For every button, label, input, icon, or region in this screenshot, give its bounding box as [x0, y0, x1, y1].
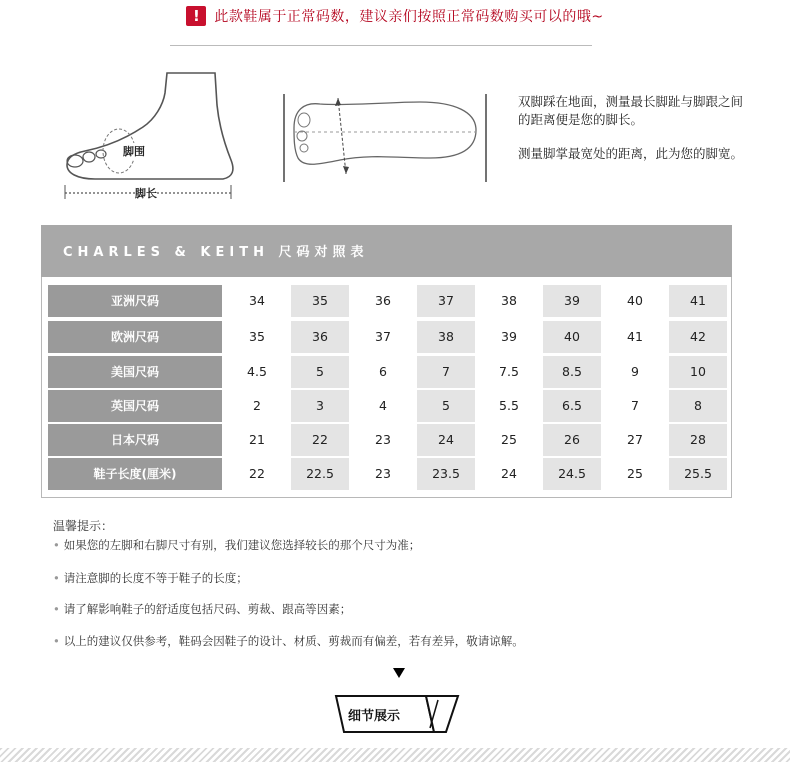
size-cell: 26	[543, 424, 601, 456]
size-cell: 6.5	[543, 390, 601, 422]
size-cell: 28	[669, 424, 727, 456]
foot-side-icon	[55, 65, 245, 205]
details-label: 细节展示	[348, 709, 401, 724]
size-cell: 4.5	[228, 356, 286, 388]
foot-side-diagram	[55, 65, 245, 205]
size-cell: 40	[543, 321, 601, 353]
tip-item: • 请了解影响鞋子的舒适度包括尺码、剪裁、跟高等因素；	[53, 602, 352, 616]
size-cell: 9	[606, 356, 664, 388]
size-cell: 5	[417, 390, 475, 422]
size-cell: 10	[669, 356, 727, 388]
notice-divider	[170, 45, 592, 46]
size-cell: 42	[669, 321, 727, 353]
size-cell: 22.5	[291, 458, 349, 490]
size-row	[48, 321, 728, 353]
exclamation-icon: !	[186, 6, 206, 26]
size-cell: 39	[543, 285, 601, 317]
size-cell: 34	[228, 285, 286, 317]
size-cell: 41	[669, 285, 727, 317]
size-cell: 22	[228, 458, 286, 490]
size-cell: 27	[606, 424, 664, 456]
size-cell: 8	[669, 390, 727, 422]
size-cell: 37	[354, 321, 412, 353]
size-row	[48, 390, 728, 422]
size-cell: 5	[291, 356, 349, 388]
length-instruction: 双脚踩在地面，测量最长脚趾与脚跟之间的距离便是您的脚长。	[518, 94, 744, 127]
size-cell: 36	[354, 285, 412, 317]
foot-top-diagram	[280, 88, 490, 188]
size-cell: 6	[354, 356, 412, 388]
notice-text: 此款鞋属于正常码数，建议亲们按照正常码数购买可以的哦~	[214, 9, 604, 25]
tip-item: • 以上的建议仅供参考，鞋码会因鞋子的设计、材质、剪裁而有偏差，若有差异，敬请谅解。	[53, 634, 524, 648]
down-arrow-icon	[393, 668, 405, 678]
tips-title: 温馨提示：	[53, 519, 114, 533]
size-row	[48, 285, 728, 317]
size-chart-table	[41, 277, 732, 498]
size-row-label: 英国尺码	[48, 390, 222, 422]
size-row	[48, 458, 728, 490]
size-cell: 23.5	[417, 458, 475, 490]
size-row	[48, 356, 728, 388]
size-cell: 24	[480, 458, 538, 490]
size-cell: 41	[606, 321, 664, 353]
details-banner	[334, 692, 464, 736]
size-cell: 3	[291, 390, 349, 422]
size-cell: 8.5	[543, 356, 601, 388]
tip-item: • 请注意脚的长度不等于鞋子的长度；	[53, 571, 248, 585]
size-cell: 35	[228, 321, 286, 353]
size-cell: 5.5	[480, 390, 538, 422]
size-cell: 25	[480, 424, 538, 456]
size-row-label: 美国尺码	[48, 356, 222, 388]
size-cell: 37	[417, 285, 475, 317]
size-row-label: 鞋子长度(厘米)	[48, 458, 222, 490]
size-cell: 35	[291, 285, 349, 317]
tip-item: • 如果您的左脚和右脚尺寸有别，我们建议您选择较长的那个尺寸为准；	[53, 538, 421, 552]
size-cell: 24	[417, 424, 475, 456]
size-cell: 4	[354, 390, 412, 422]
size-cell: 25.5	[669, 458, 727, 490]
foot-top-icon	[280, 88, 490, 188]
size-row	[48, 424, 728, 456]
size-cell: 36	[291, 321, 349, 353]
size-notice	[0, 6, 790, 36]
size-cell: 38	[480, 285, 538, 317]
circumference-label: 脚围	[123, 145, 145, 158]
size-cell: 25	[606, 458, 664, 490]
size-cell: 2	[228, 390, 286, 422]
length-label: 脚长	[135, 187, 157, 200]
size-chart-title: CHARLES & KEITH 尺码对照表	[63, 245, 369, 260]
hatched-divider	[0, 748, 790, 762]
size-cell: 22	[291, 424, 349, 456]
size-chart-header	[41, 225, 732, 277]
size-cell: 39	[480, 321, 538, 353]
size-cell: 7	[606, 390, 664, 422]
size-cell: 40	[606, 285, 664, 317]
size-cell: 7.5	[480, 356, 538, 388]
size-cell: 7	[417, 356, 475, 388]
size-row-label: 亚洲尺码	[48, 285, 222, 317]
size-cell: 23	[354, 458, 412, 490]
size-row-label: 欧洲尺码	[48, 321, 222, 353]
size-cell: 21	[228, 424, 286, 456]
size-cell: 23	[354, 424, 412, 456]
size-cell: 38	[417, 321, 475, 353]
width-instruction: 测量脚掌最宽处的距离，此为您的脚宽。	[518, 146, 744, 161]
size-row-label: 日本尺码	[48, 424, 222, 456]
size-cell: 24.5	[543, 458, 601, 490]
